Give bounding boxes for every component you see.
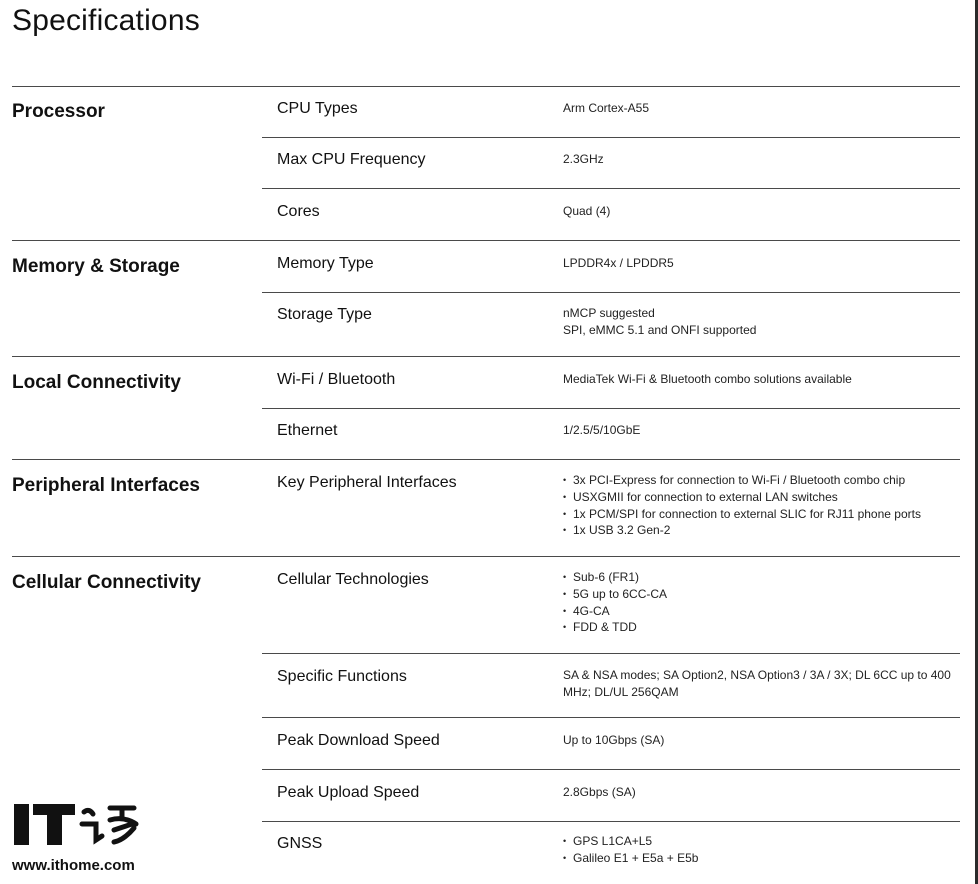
row-divider xyxy=(262,188,960,189)
section-divider xyxy=(12,356,960,357)
spec-value-cpu-types: Arm Cortex-A55 xyxy=(563,101,650,115)
page-title: Specifications xyxy=(12,4,200,37)
row-divider xyxy=(262,821,960,822)
list-item: • 3x PCI-Express for connection to Wi-Fi / Bluetooth combo chip xyxy=(563,472,921,489)
spec-value-line: MHz; DL/UL 256QAM xyxy=(563,684,679,699)
spec-label-max-cpu-frequency: Max CPU Frequency xyxy=(277,151,426,168)
spec-value-gnss xyxy=(563,833,698,867)
category-local-connectivity: Local Connectivity xyxy=(12,372,181,393)
list-item: • USXGMII for connection to external LAN switches xyxy=(563,489,921,506)
list-item: • Sub-6 (FR1) xyxy=(563,569,667,586)
row-divider xyxy=(262,292,960,293)
section-divider xyxy=(12,556,960,557)
spec-label-peak-download-speed: Peak Download Speed xyxy=(277,732,440,749)
spec-label-key-peripheral-interfaces: Key Peripheral Interfaces xyxy=(277,474,457,491)
bullet-list xyxy=(563,833,698,867)
spec-value-wifi-bluetooth: MediaTek Wi-Fi & Bluetooth combo solutions available xyxy=(563,372,852,386)
spec-value-key-peripheral-interfaces xyxy=(563,472,921,539)
list-item: • Galileo E1 + E5a + E5b xyxy=(563,850,698,867)
spec-label-memory-type: Memory Type xyxy=(277,255,374,272)
row-divider xyxy=(262,137,960,138)
spec-value-line: SPI, eMMC 5.1 and ONFI supported xyxy=(563,322,757,337)
row-divider xyxy=(262,408,960,409)
list-item: • GPS L1CA+L5 xyxy=(563,833,698,850)
spec-value-ethernet: 1/2.5/5/10GbE xyxy=(563,423,641,437)
spec-label-specific-functions: Specific Functions xyxy=(277,668,407,685)
spec-value-storage-type xyxy=(563,305,756,339)
bullet-list xyxy=(563,569,667,636)
spec-value-peak-download-speed: Up to 10Gbps (SA) xyxy=(563,733,665,747)
section-divider xyxy=(12,240,960,241)
category-cellular-connectivity: Cellular Connectivity xyxy=(12,572,201,593)
list-item: • 5G up to 6CC-CA xyxy=(563,586,667,603)
ithome-watermark xyxy=(12,800,152,876)
spec-value-cellular-technologies xyxy=(563,569,667,636)
category-memory-storage: Memory & Storage xyxy=(12,256,180,277)
spec-value-line: SA & NSA modes; SA Option2, NSA Option3 / 3A / 3X; DL 6CC up to 400 xyxy=(563,668,951,682)
category-peripheral-interfaces: Peripheral Interfaces xyxy=(12,475,200,496)
spec-value-cores: Quad (4) xyxy=(563,204,611,218)
spec-value-specific-functions xyxy=(563,667,951,701)
spec-value-memory-type: LPDDR4x / LPDDR5 xyxy=(563,256,674,270)
spec-label-gnss: GNSS xyxy=(277,835,323,852)
spec-label-ethernet: Ethernet xyxy=(277,422,338,439)
ithome-logo-icon xyxy=(14,800,144,850)
section-divider xyxy=(12,459,960,460)
watermark-url: www.ithome.com xyxy=(12,857,135,874)
spec-label-cores: Cores xyxy=(277,203,320,220)
section-divider xyxy=(12,86,960,87)
list-item: • FDD & TDD xyxy=(563,619,667,636)
list-item: • 1x USB 3.2 Gen-2 xyxy=(563,522,921,539)
spec-label-wifi-bluetooth: Wi-Fi / Bluetooth xyxy=(277,371,396,388)
list-item: • 1x PCM/SPI for connection to external SLIC for RJ11 phone ports xyxy=(563,506,921,523)
spec-value-line: nMCP suggested xyxy=(563,306,655,320)
spec-label-cellular-technologies: Cellular Technologies xyxy=(277,571,429,588)
category-processor: Processor xyxy=(12,101,105,122)
spec-label-cpu-types: CPU Types xyxy=(277,100,358,117)
spec-label-storage-type: Storage Type xyxy=(277,306,372,323)
spec-value-peak-upload-speed: 2.8Gbps (SA) xyxy=(563,785,636,799)
spec-value-max-cpu-frequency: 2.3GHz xyxy=(563,152,604,166)
row-divider xyxy=(262,653,960,654)
bullet-list xyxy=(563,472,921,539)
row-divider xyxy=(262,717,960,718)
spec-label-peak-upload-speed: Peak Upload Speed xyxy=(277,784,420,801)
list-item: • 4G-CA xyxy=(563,603,667,620)
row-divider xyxy=(262,769,960,770)
